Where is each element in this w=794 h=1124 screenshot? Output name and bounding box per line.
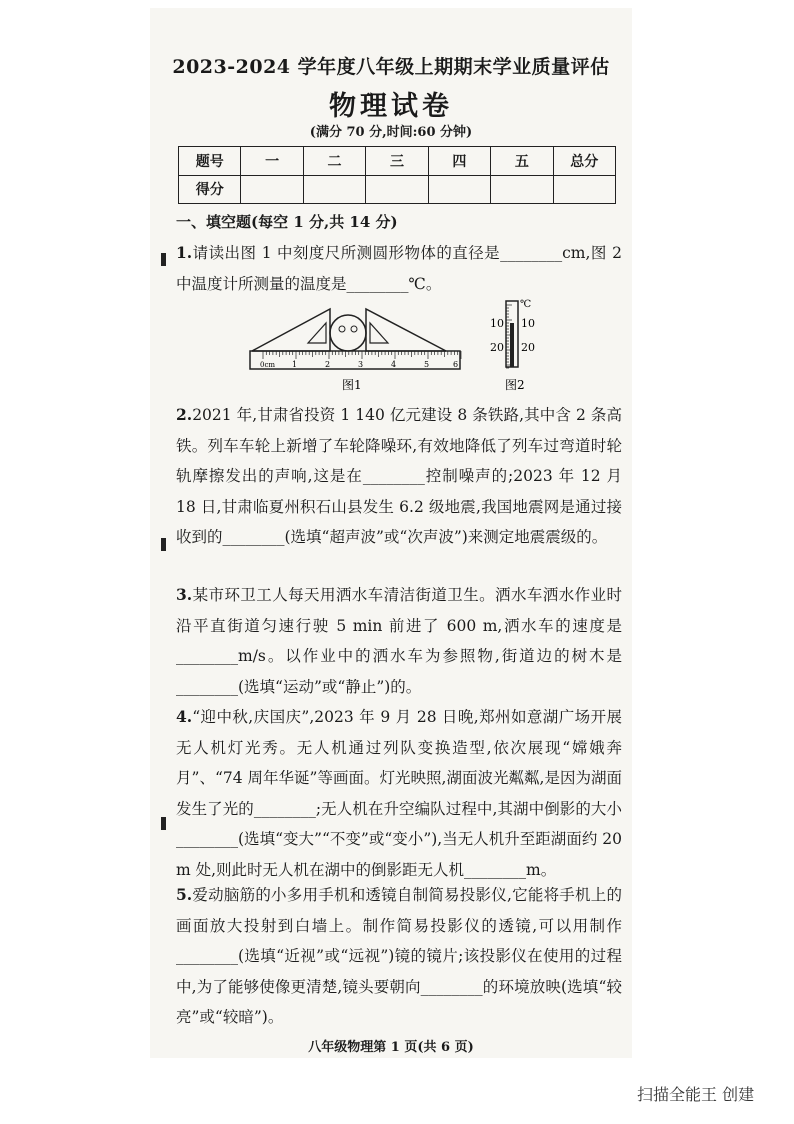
table-cell xyxy=(241,175,303,204)
table-cell: 一 xyxy=(241,147,303,176)
right-triangle xyxy=(366,309,446,351)
question-number: 1. xyxy=(176,243,193,262)
exam-header: 2023-2024 学年度八年级上期期末学业质量评估 xyxy=(172,56,610,78)
table-cell: 四 xyxy=(428,147,490,176)
left-triangle-inner xyxy=(308,323,326,343)
question-number: 3. xyxy=(176,585,193,604)
ruler-tick-label: 5 xyxy=(424,360,430,369)
exam-title: 物理试卷 xyxy=(329,91,453,122)
ruler-ticks xyxy=(263,351,461,359)
question-2 xyxy=(176,400,622,553)
figure-caption: 图1 xyxy=(342,378,362,392)
ruler-tick-label: 4 xyxy=(391,360,397,369)
page-footer: 八年级物理第 1 页(共 6 页) xyxy=(308,1040,474,1055)
question-text: “迎中秋,庆国庆”,2023 年 9 月 28 日晚,郑州如意湖广场开展无人机灯光秀。无人机通过列队变换造型,依次展现“嫦娥奔月”、“74 周年华诞”等画面。灯光映照,湖面波光粼粼,是因为湖面发生了光的________;无人机在升空编队过程中,其湖中倒影的大小________(选填“变大”“不变”或“变小”),当无人机升至距湖面约 20 m 处,则此时无人机在湖中的倒影距无人机________m。 xyxy=(176,708,622,879)
question-1 xyxy=(176,238,622,299)
question-text: 爱动脑筋的小多用手机和透镜自制简易投影仪,它能将手机上的画面放大投射到白墙上。制作简易投影仪的透镜,可以用制作________(选填“近视”或“远视”)镜的镜片;该投影仪在使用的过程中,为了能够使像更清楚,镜头要朝向________的环境放映(选填“较亮”或“较暗”)。 xyxy=(176,886,622,1026)
section-title: 一、填空题(每空 1 分,共 14 分) xyxy=(176,213,398,231)
table-cell: 二 xyxy=(303,147,365,176)
right-triangle-inner xyxy=(370,323,388,343)
thermometer-label: 20 xyxy=(521,341,535,354)
table-cell: 得分 xyxy=(179,175,241,204)
binding-mark xyxy=(161,253,166,266)
thermometer-label: 20 xyxy=(490,341,504,354)
button-hole xyxy=(351,326,357,332)
score-table-row xyxy=(179,175,616,204)
thermometer-liquid xyxy=(510,323,514,367)
table-cell: 题号 xyxy=(179,147,241,176)
ruler-tick-label: 1 xyxy=(292,360,298,369)
left-triangle xyxy=(252,309,330,351)
exam-note: (满分 70 分,时间:60 分钟) xyxy=(309,125,473,140)
question-text: 请读出图 1 中刻度尺所测圆形物体的直径是________cm,图 2 中温度计所测量的温度是________℃。 xyxy=(176,244,622,293)
ruler-tick-label: 6 xyxy=(453,360,459,369)
question-number: 4. xyxy=(176,707,193,726)
table-cell: 三 xyxy=(366,147,428,176)
thermometer-label: 10 xyxy=(490,317,504,330)
question-3 xyxy=(176,580,622,702)
table-cell xyxy=(428,175,490,204)
score-table-row xyxy=(179,147,616,176)
ruler-figure xyxy=(250,309,461,392)
table-cell xyxy=(303,175,365,204)
question-text: 某市环卫工人每天用洒水车清洁街道卫生。洒水车洒水作业时沿平直街道匀速行驶 5 min 前进了 600 m,洒水车的速度是________m/s。以作业中的洒水车为参照物,街道边的树木是________(选填“运动”或“静止”)的。 xyxy=(176,586,622,696)
question-number: 5. xyxy=(176,885,193,904)
table-cell: 五 xyxy=(491,147,553,176)
scanner-watermark: 扫描全能王 创建 xyxy=(637,1085,755,1104)
binding-mark xyxy=(161,817,166,830)
question-5 xyxy=(176,880,622,1033)
question-text: 2021 年,甘肃省投资 1 140 亿元建设 8 条铁路,其中含 2 条高铁。列车车轮上新增了车轮降噪环,有效地降低了列车过弯道时轮轨摩擦发出的声响,这是在________控制噪声的;2023 年 12 月 18 日,甘肃临夏州积石山县发生 6.2 级地震,我国地震网是通过接收到的________(选填“超声波”或“次声波”)来测定地震震级的。 xyxy=(176,406,622,546)
thermometer-label: 10 xyxy=(521,317,535,330)
table-cell xyxy=(491,175,553,204)
thermometer-figure xyxy=(490,299,535,392)
button-hole xyxy=(339,326,345,332)
table-cell xyxy=(366,175,428,204)
table-cell: 总分 xyxy=(553,147,615,176)
figure-caption: 图2 xyxy=(505,378,525,392)
ruler-tick-label: 3 xyxy=(358,360,364,369)
question-4 xyxy=(176,702,622,885)
ruler-tick-label: 0cm xyxy=(260,361,276,369)
thermometer-unit: ℃ xyxy=(520,299,532,310)
ruler-tick-label: 2 xyxy=(325,360,331,369)
round-object xyxy=(330,315,366,351)
score-table xyxy=(178,146,616,204)
table-cell xyxy=(553,175,615,204)
binding-mark xyxy=(161,538,166,551)
figure-ruler-thermometer xyxy=(246,293,546,393)
question-number: 2. xyxy=(176,405,193,424)
